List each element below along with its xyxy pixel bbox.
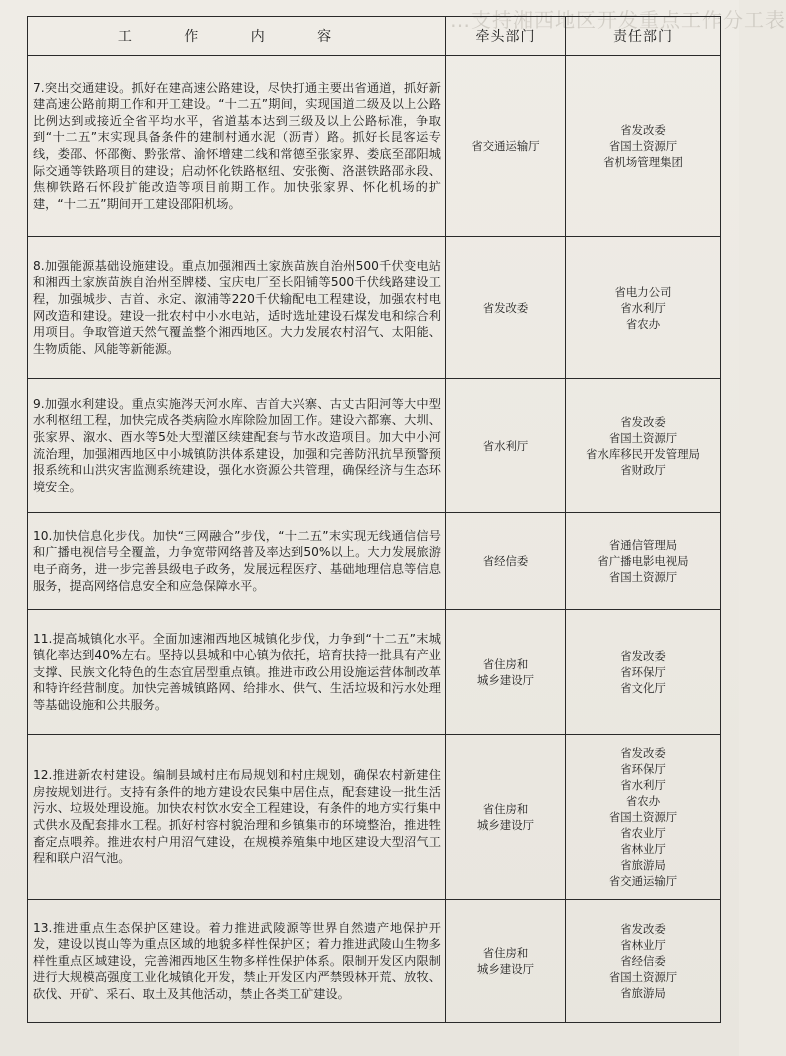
resp-dept-cell (566, 237, 721, 379)
resp-dept: 省国土资源厅 (608, 430, 678, 445)
lead-dept: 城乡建设厅 (477, 818, 534, 832)
table-row (28, 379, 721, 513)
table-row (28, 237, 721, 379)
lead-dept: 城乡建设厅 (477, 962, 534, 976)
lead-dept: 省经信委 (482, 554, 529, 568)
lead-dept-cell (446, 610, 566, 735)
resp-dept: 省发改委 (620, 922, 666, 936)
header-task: 工 作 内 容 (28, 17, 446, 56)
resp-dept: 省农业厅 (620, 826, 666, 840)
lead-dept-cell (446, 900, 566, 1023)
table-row (28, 900, 721, 1023)
lead-dept: 省住房和 (482, 802, 529, 816)
resp-dept: 省财政厅 (620, 462, 666, 477)
table-row (28, 513, 721, 610)
lead-dept-cell (446, 237, 566, 379)
resp-dept: 省旅游局 (620, 986, 666, 1000)
resp-dept: 省农办 (625, 316, 661, 331)
resp-dept: 省水库移民开发管理局 (586, 446, 700, 461)
table-row (28, 610, 721, 735)
task-table (27, 16, 721, 1023)
resp-dept: 省旅游局 (620, 858, 666, 872)
lead-dept: 省住房和 (482, 946, 529, 960)
resp-dept: 省机场管理集团 (603, 155, 683, 169)
resp-dept: 省林业厅 (620, 938, 666, 952)
resp-dept: 省环保厅 (620, 762, 666, 776)
resp-dept: 省国土资源厅 (608, 810, 678, 824)
resp-dept: 省发改委 (620, 649, 666, 663)
header-resp: 责任部门 (566, 17, 721, 56)
resp-dept: 省国土资源厅 (608, 570, 678, 584)
lead-dept-cell (446, 56, 566, 237)
resp-dept: 省水利厅 (620, 778, 666, 792)
lead-dept: 省发改委 (482, 300, 529, 315)
lead-dept-cell (446, 513, 566, 610)
resp-dept: 省通信管理局 (608, 538, 678, 552)
header-row (28, 17, 721, 56)
task-cell: 7.突出交通建设。抓好在建高速公路建设，尽快打通主要出省通道，抓好新建高速公路前期工作和开工建设。“十二五”期间，实现国道二级及以上公路比例达到或接近全省平均水平，省道基本达到三级及以上公路标准，争取到“十二五”末实现具备条件的建制村通水泥（沥青）路。抓好长昆客运专线，娄邵、怀邵衡、黔张常、渝怀增建二线和常德至张家界、娄底至邵阳城际交通等铁路项目的建设；启动怀化铁路枢纽、安张衡、洛湛铁路邵永段、焦柳铁路石怀段扩能改造等项目前期工作。加快张家界、怀化机场的扩建，“十二五”期间开工建设邵阳机场。 (28, 56, 446, 237)
resp-dept: 省发改委 (620, 746, 666, 760)
task-cell: 11.提高城镇化水平。全面加速湘西地区城镇化步伐，力争到“十二五”末城镇化率达到40%左右。坚持以县城和中心镇为依托，培育扶持一批具有产业支撑、民族文化特色的生态宜居型重点镇。推进市政公用设施运营体制改革和特许经营制度。加快完善城镇路网、给排水、供气、生活垃圾和污水处理等基础设施和公共服务。 (28, 610, 446, 735)
task-cell: 12.推进新农村建设。编制县域村庄布局规划和村庄规划，确保农村新建住房按规划进行。支持有条件的地方建设农民集中居住点，配套建设一批生活污水、垃圾处理设施。加快农村饮水安全工程建设，有条件的地方实行集中式供水及配套排水工程。抓好村容村貌治理和乡镇集市的环境整治，推进牲畜定点喂养。推进农村户用沼气建设，在规模养殖集中地区建设大型沼气工程和联户沼气池。 (28, 735, 446, 900)
resp-dept: 省电力公司 (614, 284, 672, 299)
resp-dept: 省林业厅 (620, 842, 666, 856)
lead-dept: 城乡建设厅 (477, 673, 534, 687)
task-cell: 13.推进重点生态保护区建设。着力推进武陵源等世界自然遗产地保护开发，建设以崀山等为重点区域的地貌多样性保护区；着力推进武陵山生物多样性重点区域建设，完善湘西地区生物多样性保护体系。限制开发区内限制进行大规模高强度工业化城镇化开发，禁止开发区内严禁毁林开荒、放牧、砍伐、开矿、采石、取土及其他活动，禁止各类工矿建设。 (28, 900, 446, 1023)
lead-dept-cell (446, 735, 566, 900)
lead-dept: 省水利厅 (482, 438, 529, 453)
resp-dept-cell (566, 900, 721, 1023)
header-lead: 牵头部门 (446, 17, 566, 56)
resp-dept-cell (566, 379, 721, 513)
lead-dept: 省交通运输厅 (471, 139, 540, 153)
task-cell: 8.加强能源基础设施建设。重点加强湘西土家族苗族自治州500千伏变电站和湘西土家族苗族自治州至牌楼、宝庆电厂至长阳铺等500千伏线路建设工程，加强城步、吉首、永定、溆浦等220千伏输配电工程建设，加强农村电网改造和建设。建设一批农村中小水电站，适时选址建设石煤发电和综合利用项目。争取管道天然气覆盖整个湘西地区。大力发展农村沼气、太阳能、生物质能、风能等新能源。 (28, 237, 446, 379)
resp-dept: 省广播电影电视局 (597, 554, 689, 568)
task-cell: 9.加强水利建设。重点实施涔天河水库、吉首大兴寨、古丈古阳河等大中型水利枢纽工程，加快完成各类病险水库除险加固工作。建设六都寨、大圳、张家界、溆水、酉水等5处大型灌区续建配套与节水改造项目。加大中小河流治理，加强湘西地区中小城镇防洪体系建设，加强和完善防汛抗旱预警预报系统和山洪灾害监测系统建设，强化水资源公共管理，确保经济与生态环境安全。 (28, 379, 446, 513)
resp-dept: 省国土资源厅 (608, 970, 678, 984)
lead-dept-cell (446, 379, 566, 513)
bleed-through-text: …支持湘西地区开发重点工作分工表 (450, 8, 786, 32)
resp-dept-cell (566, 513, 721, 610)
resp-dept-cell (566, 610, 721, 735)
resp-dept: 省环保厅 (620, 665, 666, 679)
resp-dept: 省文化厅 (620, 681, 666, 695)
resp-dept: 省经信委 (620, 954, 666, 968)
lead-dept: 省住房和 (482, 657, 529, 671)
resp-dept: 省农办 (625, 794, 661, 808)
resp-dept: 省交通运输厅 (608, 874, 678, 888)
table-row (28, 735, 721, 900)
resp-dept-cell (566, 735, 721, 900)
resp-dept-cell (566, 56, 721, 237)
resp-dept: 省国土资源厅 (608, 139, 678, 153)
resp-dept: 省水利厅 (620, 300, 666, 315)
resp-dept: 省发改委 (620, 414, 666, 429)
resp-dept: 省发改委 (620, 123, 666, 137)
task-cell: 10.加快信息化步伐。加快“三网融合”步伐，“十二五”末实现无线通信信号和广播电视信号全覆盖，力争宽带网络普及率达到50%以上。大力发展旅游电子商务，进一步完善县级电子政务，发展远程医疗、基础地理信息等信息服务，提高网络信息安全和应急保障水平。 (28, 513, 446, 610)
table-row (28, 56, 721, 237)
